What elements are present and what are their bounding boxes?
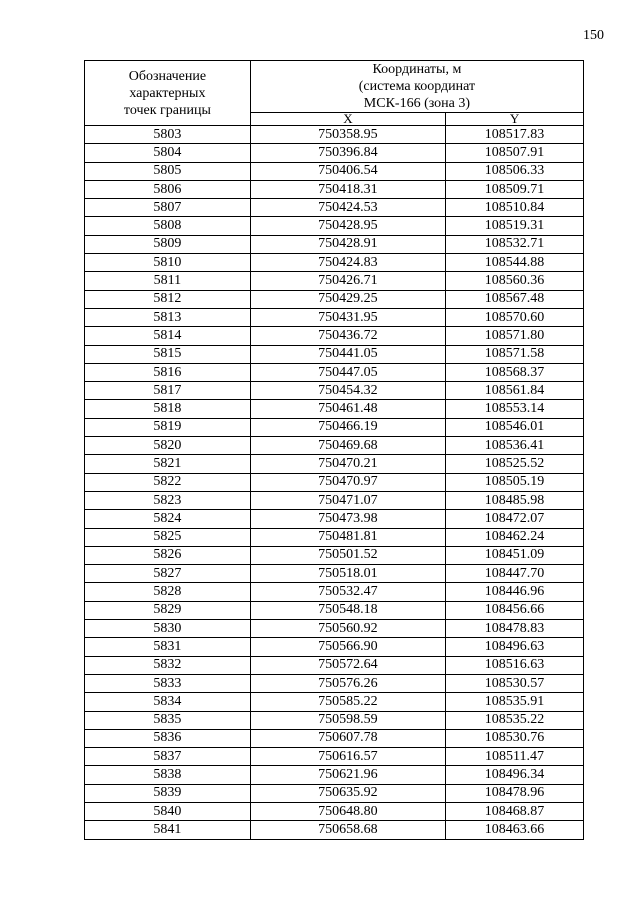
y-coordinate-cell: 108519.31 [446, 217, 584, 235]
table-row [85, 272, 584, 290]
x-column-header: X [250, 113, 445, 126]
point-number-cell: 5807 [85, 199, 251, 217]
table-row [85, 363, 584, 381]
point-number-cell: 5818 [85, 400, 251, 418]
point-number-cell: 5835 [85, 711, 251, 729]
table-row [85, 455, 584, 473]
x-coordinate-cell: 750466.19 [250, 418, 445, 436]
y-coordinate-cell: 108535.91 [446, 693, 584, 711]
table-row [85, 473, 584, 491]
table-row [85, 126, 584, 144]
point-number-cell: 5834 [85, 693, 251, 711]
x-coordinate-cell: 750607.78 [250, 729, 445, 747]
y-coordinate-cell: 108546.01 [446, 418, 584, 436]
y-coordinate-cell: 108496.34 [446, 766, 584, 784]
point-number-cell: 5836 [85, 729, 251, 747]
y-coordinate-cell: 108544.88 [446, 254, 584, 272]
point-number-cell: 5831 [85, 638, 251, 656]
x-coordinate-cell: 750566.90 [250, 638, 445, 656]
y-coordinate-cell: 108496.63 [446, 638, 584, 656]
point-number-cell: 5814 [85, 327, 251, 345]
table-row [85, 217, 584, 235]
x-coordinate-cell: 750598.59 [250, 711, 445, 729]
x-coordinate-cell: 750424.83 [250, 254, 445, 272]
y-coordinate-cell: 108568.37 [446, 363, 584, 381]
coordinates-header [250, 61, 583, 113]
point-label-line: точек границы [123, 102, 211, 118]
table-row [85, 674, 584, 692]
x-coordinate-cell: 750501.52 [250, 546, 445, 564]
point-number-cell: 5812 [85, 290, 251, 308]
x-coordinate-cell: 750447.05 [250, 363, 445, 381]
point-number-cell: 5803 [85, 126, 251, 144]
x-coordinate-cell: 750648.80 [250, 802, 445, 820]
x-coordinate-cell: 750469.68 [250, 437, 445, 455]
y-coordinate-cell: 108530.76 [446, 729, 584, 747]
point-number-cell: 5840 [85, 802, 251, 820]
table-row [85, 162, 584, 180]
x-coordinate-cell: 750635.92 [250, 784, 445, 802]
x-coordinate-cell: 750428.91 [250, 235, 445, 253]
coords-label-line: Координаты, м [372, 62, 462, 77]
table-row [85, 345, 584, 363]
x-coordinate-cell: 750621.96 [250, 766, 445, 784]
y-coordinate-cell: 108505.19 [446, 473, 584, 491]
x-coordinate-cell: 750481.81 [250, 528, 445, 546]
point-number-cell: 5820 [85, 437, 251, 455]
table-row [85, 729, 584, 747]
x-coordinate-cell: 750616.57 [250, 748, 445, 766]
y-coordinate-cell: 108511.47 [446, 748, 584, 766]
y-coordinate-cell: 108535.22 [446, 711, 584, 729]
x-coordinate-cell: 750473.98 [250, 510, 445, 528]
table-row [85, 144, 584, 162]
table-row [85, 418, 584, 436]
table-row [85, 254, 584, 272]
y-coordinate-cell: 108468.87 [446, 802, 584, 820]
point-number-cell: 5804 [85, 144, 251, 162]
point-number-cell: 5822 [85, 473, 251, 491]
point-number-cell: 5810 [85, 254, 251, 272]
table-header [85, 61, 584, 126]
point-number-cell: 5809 [85, 235, 251, 253]
y-coordinate-cell: 108456.66 [446, 601, 584, 619]
table-row [85, 235, 584, 253]
x-coordinate-cell: 750471.07 [250, 491, 445, 509]
x-coordinate-cell: 750406.54 [250, 162, 445, 180]
y-coordinate-cell: 108567.48 [446, 290, 584, 308]
y-coordinate-cell: 108463.66 [446, 821, 584, 839]
y-coordinate-cell: 108485.98 [446, 491, 584, 509]
y-coordinate-cell: 108560.36 [446, 272, 584, 290]
point-number-cell: 5838 [85, 766, 251, 784]
table-row [85, 711, 584, 729]
y-coordinate-cell: 108570.60 [446, 308, 584, 326]
point-label-line: характерных [129, 85, 206, 101]
x-coordinate-cell: 750548.18 [250, 601, 445, 619]
table-row [85, 784, 584, 802]
y-coordinate-cell: 108536.41 [446, 437, 584, 455]
y-column-header: Y [446, 113, 584, 126]
y-coordinate-cell: 108530.57 [446, 674, 584, 692]
point-number-cell: 5841 [85, 821, 251, 839]
table-row [85, 748, 584, 766]
table-row [85, 620, 584, 638]
y-coordinate-cell: 108561.84 [446, 382, 584, 400]
y-coordinate-cell: 108510.84 [446, 199, 584, 217]
table-row [85, 199, 584, 217]
y-coordinate-cell: 108506.33 [446, 162, 584, 180]
table-row [85, 400, 584, 418]
point-number-cell: 5821 [85, 455, 251, 473]
x-coordinate-cell: 750431.95 [250, 308, 445, 326]
table-row [85, 693, 584, 711]
y-coordinate-cell: 108517.83 [446, 126, 584, 144]
page-number: 150 [583, 28, 604, 43]
table-row [85, 546, 584, 564]
x-coordinate-cell: 750358.95 [250, 126, 445, 144]
y-coordinate-cell: 108451.09 [446, 546, 584, 564]
x-coordinate-cell: 750576.26 [250, 674, 445, 692]
x-coordinate-cell: 750658.68 [250, 821, 445, 839]
table-row [85, 437, 584, 455]
table-body [85, 126, 584, 840]
y-coordinate-cell: 108516.63 [446, 656, 584, 674]
y-coordinate-cell: 108478.83 [446, 620, 584, 638]
x-coordinate-cell: 750572.64 [250, 656, 445, 674]
point-number-cell: 5819 [85, 418, 251, 436]
x-coordinate-cell: 750532.47 [250, 583, 445, 601]
table-row [85, 327, 584, 345]
table-row [85, 583, 584, 601]
point-number-cell: 5811 [85, 272, 251, 290]
x-coordinate-cell: 750454.32 [250, 382, 445, 400]
table-row [85, 308, 584, 326]
x-coordinate-cell: 750461.48 [250, 400, 445, 418]
x-coordinate-cell: 750418.31 [250, 180, 445, 198]
x-coordinate-cell: 750585.22 [250, 693, 445, 711]
table-row [85, 821, 584, 839]
x-coordinate-cell: 750470.97 [250, 473, 445, 491]
table-row [85, 802, 584, 820]
table-row [85, 766, 584, 784]
point-number-cell: 5808 [85, 217, 251, 235]
header-row-main [85, 61, 584, 113]
coords-label-line: (система координат [358, 79, 476, 94]
point-number-cell: 5824 [85, 510, 251, 528]
table-row [85, 528, 584, 546]
y-coordinate-cell: 108571.58 [446, 345, 584, 363]
point-number-cell: 5837 [85, 748, 251, 766]
point-number-cell: 5825 [85, 528, 251, 546]
point-designation-header [85, 61, 251, 126]
point-number-cell: 5829 [85, 601, 251, 619]
point-number-cell: 5823 [85, 491, 251, 509]
table-row [85, 290, 584, 308]
x-coordinate-cell: 750424.53 [250, 199, 445, 217]
y-coordinate-cell: 108472.07 [446, 510, 584, 528]
point-number-cell: 5826 [85, 546, 251, 564]
point-number-cell: 5806 [85, 180, 251, 198]
x-coordinate-cell: 750429.25 [250, 290, 445, 308]
x-coordinate-cell: 750441.05 [250, 345, 445, 363]
table-row [85, 491, 584, 509]
point-label-line: Обозначение [128, 68, 207, 84]
y-coordinate-cell: 108525.52 [446, 455, 584, 473]
x-coordinate-cell: 750428.95 [250, 217, 445, 235]
y-coordinate-cell: 108478.96 [446, 784, 584, 802]
point-number-cell: 5830 [85, 620, 251, 638]
x-coordinate-cell: 750396.84 [250, 144, 445, 162]
point-number-cell: 5827 [85, 565, 251, 583]
y-coordinate-cell: 108532.71 [446, 235, 584, 253]
table-row [85, 638, 584, 656]
point-number-cell: 5816 [85, 363, 251, 381]
point-number-cell: 5828 [85, 583, 251, 601]
table-row [85, 656, 584, 674]
x-coordinate-cell: 750518.01 [250, 565, 445, 583]
table-row [85, 510, 584, 528]
x-coordinate-cell: 750436.72 [250, 327, 445, 345]
coords-label-line: МСК-166 (зона 3) [363, 96, 471, 111]
point-number-cell: 5833 [85, 674, 251, 692]
y-coordinate-cell: 108446.96 [446, 583, 584, 601]
y-coordinate-cell: 108509.71 [446, 180, 584, 198]
table-row [85, 180, 584, 198]
point-number-cell: 5815 [85, 345, 251, 363]
point-number-cell: 5805 [85, 162, 251, 180]
x-coordinate-cell: 750426.71 [250, 272, 445, 290]
y-coordinate-cell: 108447.70 [446, 565, 584, 583]
x-coordinate-cell: 750560.92 [250, 620, 445, 638]
table-row [85, 382, 584, 400]
table-row [85, 601, 584, 619]
coordinates-table [84, 60, 584, 840]
y-coordinate-cell: 108553.14 [446, 400, 584, 418]
point-number-cell: 5839 [85, 784, 251, 802]
x-coordinate-cell: 750470.21 [250, 455, 445, 473]
table-row [85, 565, 584, 583]
point-number-cell: 5832 [85, 656, 251, 674]
y-coordinate-cell: 108507.91 [446, 144, 584, 162]
y-coordinate-cell: 108571.80 [446, 327, 584, 345]
point-number-cell: 5813 [85, 308, 251, 326]
point-number-cell: 5817 [85, 382, 251, 400]
y-coordinate-cell: 108462.24 [446, 528, 584, 546]
